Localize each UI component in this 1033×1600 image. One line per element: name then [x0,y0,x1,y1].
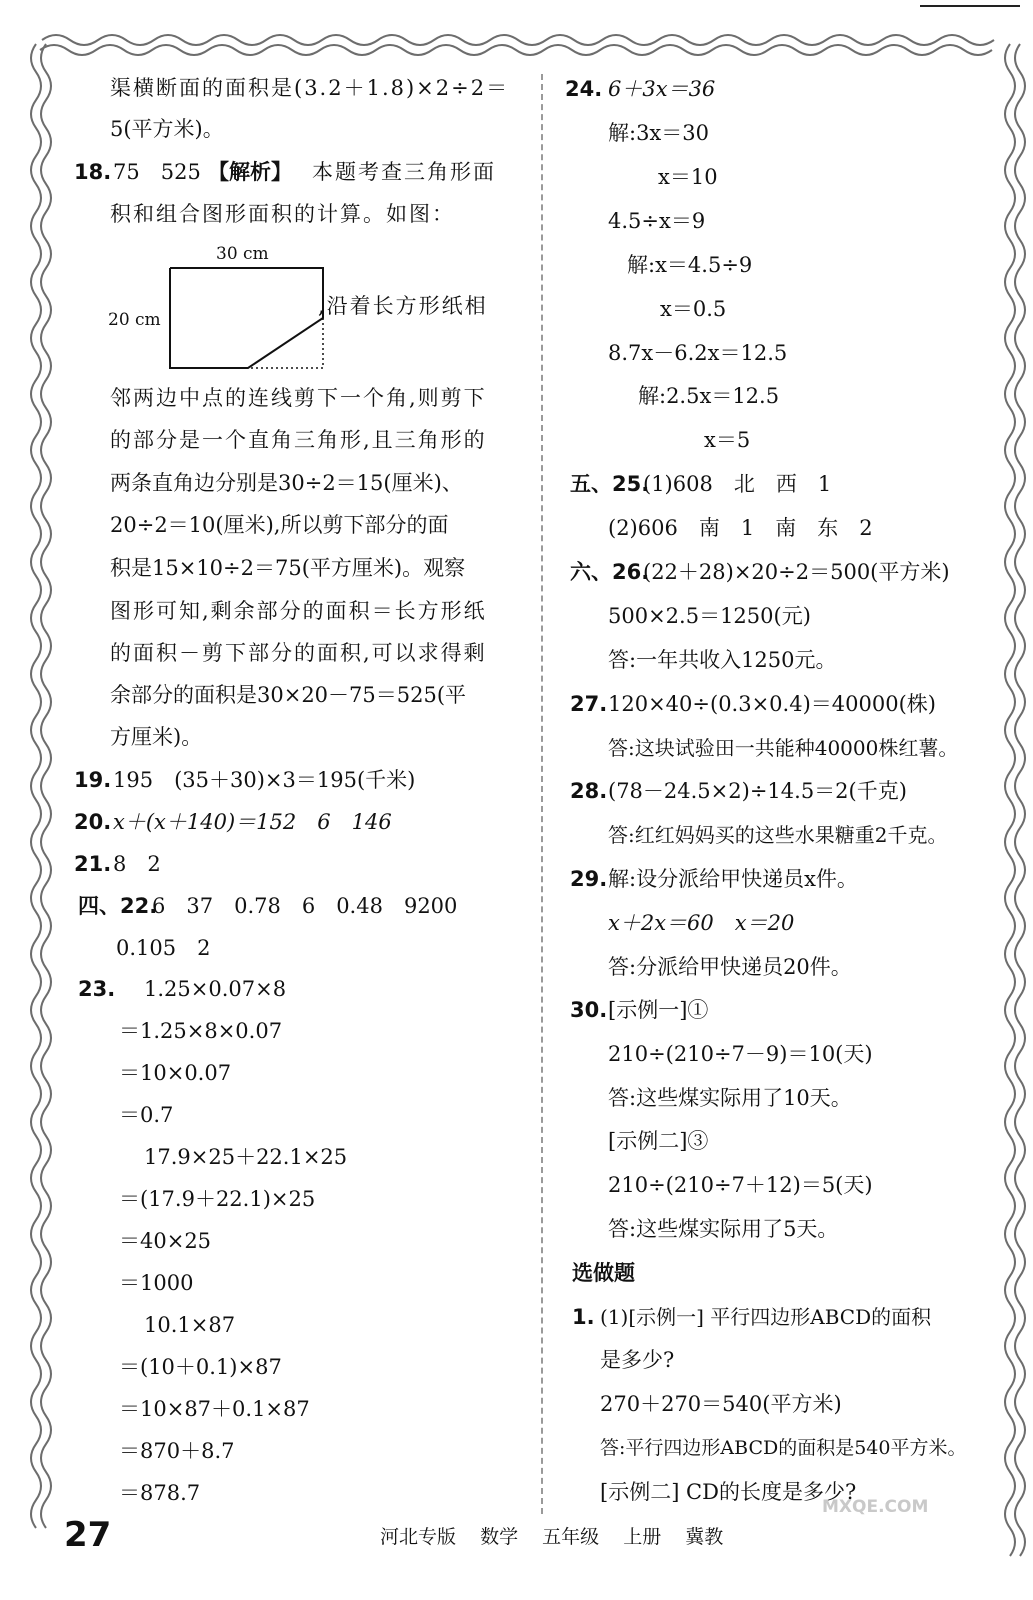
answer-text: (1)608 北 西 1 [643,472,832,496]
text-line: 本题考查三角形面 [312,160,496,184]
answer-text: 答:一年共收入1250元。 [608,648,837,672]
calc-line: 8.7x－6.2x＝12.5 [608,341,788,365]
answer-text: 答:平行四边形ABCD的面积是540平方米。 [600,1437,967,1459]
answer-text: [示例二] CD的长度是多少? [600,1480,857,1504]
calc-line: x＋2x＝60 x＝20 [608,911,795,935]
footer-grade: 五年级 [542,1526,600,1548]
footer-publisher: 冀教 [685,1526,724,1548]
text-line: 20÷2＝10(厘米),所以剪下部分的面 [110,513,449,537]
text-line: 积是15×10÷2＝75(平方厘米)。观察 [110,556,466,580]
text-line: 积和组合图形面积的计算。如图： [110,202,455,226]
calc-line: 解:3x＝30 [608,121,710,145]
footer-subject: 数学 [480,1526,519,1548]
calc-line: x＝10 [658,165,718,189]
figure-width-label: 30 cm [216,244,269,264]
question-number: 19. [74,768,112,792]
text-line: 5(平方米)。 [110,117,224,141]
footer-info [380,1522,741,1552]
answer-text: (1)[示例一] 平行四边形ABCD的面积 [600,1305,932,1329]
answer-text: (2)606 南 1 南 东 2 [608,516,873,540]
answer-text: 195 (35＋30)×3＝195(千米) [113,768,416,792]
question-number: 1. [572,1305,595,1329]
question-number: 29. [570,867,608,891]
text-line: ,沿着长方形纸相 [318,294,488,318]
calc-line: ＝(17.9＋22.1)×25 [119,1187,316,1211]
text-line: 渠横断面的面积是(3.2＋1.8)×2÷2＝ [110,76,510,100]
answer-text: 答:这些煤实际用了10天。 [608,1086,852,1110]
text-line: 邻两边中点的连线剪下一个角,则剪下 [110,386,487,410]
footer-edition: 河北专版 [380,1526,457,1548]
calc-line: ＝40×25 [119,1229,212,1253]
calc-line: 1.25×0.07×8 [144,977,287,1001]
calc-line: 210÷(210÷7－9)＝10(天) [608,1042,873,1066]
answer-text: 0.105 2 [116,936,211,960]
question-number: 20. [74,810,112,834]
analysis-tag: 【解析】 [208,160,292,184]
answer-text: 答:分派给甲快递员20件。 [608,955,852,979]
question-number: 五、25. [570,472,650,496]
calc-line: ＝1000 [119,1271,194,1295]
question-number: 30. [570,998,608,1022]
calc-line: 解:2.5x＝12.5 [638,384,780,408]
question-number: 四、22. [78,894,158,918]
calc-line: 10.1×87 [144,1313,236,1337]
section-title: 选做题 [572,1261,635,1285]
calc-line: 210÷(210÷7＋12)＝5(天) [608,1173,873,1197]
calc-line: 270＋270＝540(平方米) [600,1392,842,1416]
question-number: 23. [78,977,116,1001]
answer-text: 答:红红妈妈买的这些水果糖重2千克。 [608,823,948,847]
answer-text: [示例二]③ [608,1129,709,1153]
answer-text: [示例一]① [608,998,709,1022]
question-number: 27. [570,692,608,716]
calc-line: ＝1.25×8×0.07 [119,1019,283,1043]
answer-text: x＋(x＋140)＝152 6 146 [113,810,392,834]
calc-line: 4.5÷x＝9 [608,209,706,233]
answer-text: 8 2 [113,852,161,876]
watermark: MXQE.COM [822,1497,929,1517]
calc-line: (78－24.5×2)÷14.5＝2(千克) [608,779,907,803]
calc-line: 500×2.5＝1250(元) [608,604,811,628]
question-number: 21. [74,852,112,876]
calc-line: ＝0.7 [119,1103,174,1127]
text-line: 余部分的面积是30×20－75＝525(平 [110,683,467,707]
text-line: 方厘米)。 [110,725,203,749]
answer-text: 答:这些煤实际用了5天。 [608,1217,839,1241]
text-line: 图形可知,剩余部分的面积＝长方形纸 [110,599,487,623]
question-number: 28. [570,779,608,803]
calc-line: (22＋28)×20÷2＝500(平方米) [643,560,950,584]
page-number: 27 [64,1515,112,1555]
calc-line: ＝(10＋0.1)×87 [119,1355,282,1379]
calc-line: ＝878.7 [119,1481,201,1505]
calc-line: 120×40÷(0.3×0.4)＝40000(株) [608,692,936,716]
answer-text: 答:这块试验田一共能种40000株红薯。 [608,736,959,760]
figure-height-label: 20 cm [108,310,161,330]
question-number: 六、26. [570,560,650,584]
answer-text: 是多少? [600,1348,675,1372]
calc-line: ＝10×0.07 [119,1061,232,1085]
calc-line: 解:x＝4.5÷9 [627,253,753,277]
question-number: 24. [565,77,603,101]
calc-line: ＝10×87＋0.1×87 [119,1397,310,1421]
calc-line: ＝870＋8.7 [119,1439,235,1463]
text-line: 两条直角边分别是30÷2＝15(厘米)、 [110,471,463,495]
question-number: 18. [74,160,112,184]
text-line: 的面积－剪下部分的面积,可以求得剩 [110,641,487,665]
answer-text: 75 525 [113,160,201,184]
footer-term: 上册 [623,1526,662,1548]
answer-text: 解:设分派给甲快递员x件。 [608,867,858,891]
text-line: 的部分是一个直角三角形,且三角形的 [110,428,487,452]
calc-line: 6＋3x＝36 [608,77,716,101]
answer-text: 6 37 0.78 6 0.48 9200 [152,894,458,918]
calc-line: 17.9×25＋22.1×25 [144,1145,348,1169]
calc-line: x＝0.5 [660,297,727,321]
calc-line: x＝5 [704,428,751,452]
